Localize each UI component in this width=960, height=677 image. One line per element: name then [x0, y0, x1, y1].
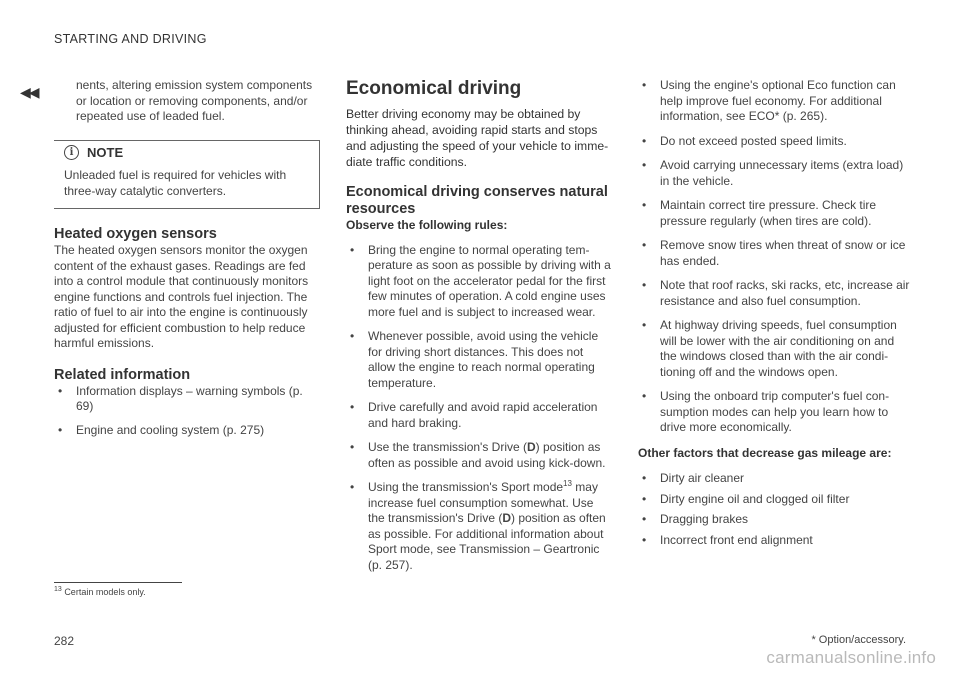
note-header — [64, 145, 311, 161]
tip-item: • Avoid carrying unnecessary items (extra load) in the vehicle. — [638, 158, 910, 189]
note-box — [54, 140, 320, 210]
column-right — [638, 78, 910, 548]
continued-text: nents, altering emission system components or location or removing components, and/or repeated use of leaded fuel. — [76, 78, 313, 123]
column-middle — [346, 78, 612, 573]
related-info-list — [54, 384, 320, 439]
other-factors-list — [638, 471, 910, 548]
page-number: 282 — [54, 634, 75, 648]
sport-text-b: may increase fuel consumption somewhat. Use the transmission's Drive ( — [368, 480, 598, 525]
oxygen-sensors-heading: Heated oxygen sensors — [54, 226, 217, 242]
related-info-heading: Related information — [54, 366, 191, 383]
related-link[interactable]: • Engine and cooling system (p. 275) — [54, 423, 320, 439]
tip-item: • Using the onboard trip computer's fuel con-sumption modes can help you learn how to drive more economically. — [638, 389, 910, 436]
sport-text-c: ) position as often as possible. For additional information about Sport mode, see Transmission – Geartronic (p. 257). — [368, 511, 606, 572]
column-left — [54, 78, 320, 438]
footnote-text: Certain models only. — [64, 587, 146, 597]
note-title: NOTE — [87, 144, 124, 160]
oxygen-sensors-text: The heated oxygen sensors monitor the oxygen content of the exhaust gases. Readings are fed into a control module that continuously monitors engine functions and controls fuel injection. The ratio of fuel to air into the engine is continuously adjusted for efficient combustion to help reduce harmful emissions. — [54, 243, 309, 350]
drive-letter: D — [527, 440, 536, 454]
tip-item: • Note that roof racks, ski racks, etc, increase air resistance and also fuel consumption. — [638, 278, 910, 309]
economical-driving-heading: Economical driving — [346, 78, 522, 99]
factor-item: • Dirty air cleaner — [638, 471, 910, 487]
footnote-number: 13 — [54, 586, 62, 593]
drive-text-b: ) position as often as possible and avoid using kick-down. — [368, 440, 606, 470]
tip-item: • At highway driving speeds, fuel consumption will be lower with the air conditioning on and the windows closed than with the air condi-tioning off and the windows open. — [638, 318, 910, 380]
economical-driving-lead: Better driving economy may be obtained by thinking ahead, avoiding rapid starts and stops and adjusting the speed of your vehicle to imme-diate traffic conditions. — [346, 107, 609, 169]
rule-item: • Drive carefully and avoid rapid acceleration and hard braking. — [346, 400, 612, 431]
rule-item: • Bring the engine to normal operating tem-perature as soon as possible by driving with a light foot on the accelerator pedal for the first few minutes of operation. A cold engine uses more fuel and is subject to increased wear. — [346, 243, 612, 321]
rules-title: Observe the following rules: — [346, 218, 508, 232]
other-factors-title: Other factors that decrease gas mileage are: — [638, 445, 892, 460]
conserves-resources-heading: Economical driving conserves natural resources — [346, 184, 608, 217]
related-link[interactable]: • Information displays – warning symbols (p. 69) — [54, 384, 320, 415]
drive-letter: D — [502, 511, 511, 525]
rule-item-sport — [346, 480, 612, 573]
drive-text-a: Use the transmission's Drive ( — [368, 440, 527, 454]
factor-item: • Dirty engine oil and clogged oil filter — [638, 492, 910, 508]
factor-item: • Dragging brakes — [638, 512, 910, 528]
tip-item: • Maintain correct tire pressure. Check tire pressure regularly (when tires are cold). — [638, 198, 910, 229]
footnote-divider — [54, 582, 182, 583]
rule-item: • Whenever possible, avoid using the vehicle for driving short distances. This does not allow the engine to reach normal operating temperature. — [346, 329, 612, 391]
sport-text-a: Using the transmission's Sport mode — [368, 480, 564, 494]
footnote-ref[interactable]: 13 — [563, 479, 572, 488]
tips-list — [638, 78, 910, 436]
rule-item-drive — [346, 440, 612, 471]
note-text: Unleaded fuel is required for vehicles with three-way catalytic converters. — [64, 168, 287, 198]
back-arrows-icon[interactable]: ◀◀ — [20, 84, 38, 100]
footnote — [54, 587, 146, 597]
watermark: carmanualsonline.info — [766, 648, 936, 667]
info-icon: i — [64, 145, 79, 160]
option-accessory-note: * Option/accessory. — [811, 634, 906, 646]
tip-item: • Using the engine's optional Eco function can help improve fuel economy. For additional information, see ECO* (p. 265). — [638, 78, 910, 125]
rules-list — [346, 243, 612, 574]
factor-item: • Incorrect front end alignment — [638, 533, 910, 549]
tip-item: • Remove snow tires when threat of snow or ice has ended. — [638, 238, 910, 269]
tip-item: • Do not exceed posted speed limits. — [638, 134, 910, 150]
section-header: STARTING AND DRIVING — [54, 32, 207, 46]
